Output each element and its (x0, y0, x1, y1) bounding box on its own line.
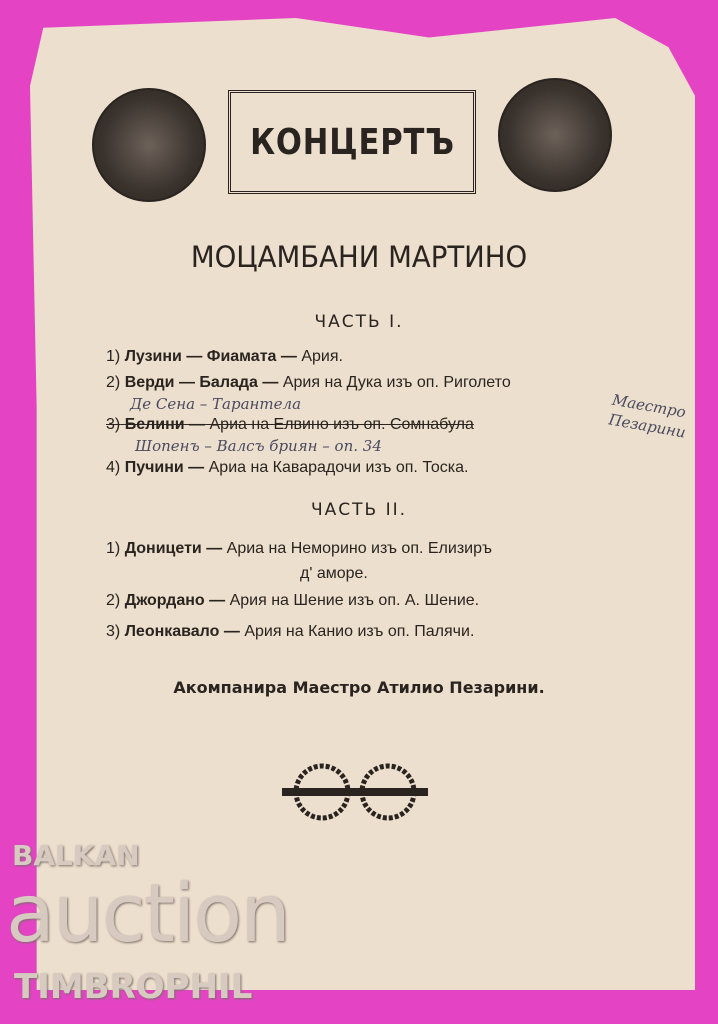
program-item: 4) Пучини — Ариа на Каварадочи изъ оп. Тоска. (106, 459, 469, 476)
watermark-logo: auction (6, 867, 289, 960)
lyre-emblem (92, 88, 206, 202)
woman-portrait-emblem (498, 78, 612, 192)
ornament-rings (280, 760, 430, 824)
program-item: 2) Верди — Балада — Ария на Дука изъ оп. Риголето (106, 374, 511, 391)
page-title: КОНЦЕРТЪ (249, 121, 455, 163)
watermark-logo: TIMBROPHIL (14, 967, 253, 1007)
program-item-continued: д' аморе. (300, 565, 368, 582)
part1-heading: ЧАСТЬ I. (314, 312, 404, 332)
program-item-struck: 3) Белини — Ариа на Елвино изъ оп. Сомнабула (106, 416, 474, 433)
accompaniment-note: Акомпанира Маестро Атилио Пезарини. (173, 678, 545, 697)
watermark-logo: BALKAN (12, 839, 140, 872)
program-item: 1) Доницети — Ариа на Неморино изъ оп. Елизиръ (106, 540, 492, 557)
program-item: 1) Лузини — Фиамата — Ария. (106, 348, 343, 365)
handwritten-note: Де Сена – Тарантела (130, 395, 302, 413)
program-item: 3) Леонкавало — Ария на Канио изъ оп. Палячи. (106, 623, 475, 640)
handwritten-note: Маестро Пезарини (607, 390, 688, 442)
program-item: 2) Джордано — Ария на Шение изъ оп. А. Шение. (106, 592, 480, 609)
title-frame (228, 90, 476, 194)
performer-name: МОЦАМБАНИ МАРТИНО (190, 240, 528, 274)
part2-heading: ЧАСТЬ II. (310, 500, 408, 520)
handwritten-note: Шопенъ – Валсъ бриян – оп. 34 (135, 437, 382, 455)
